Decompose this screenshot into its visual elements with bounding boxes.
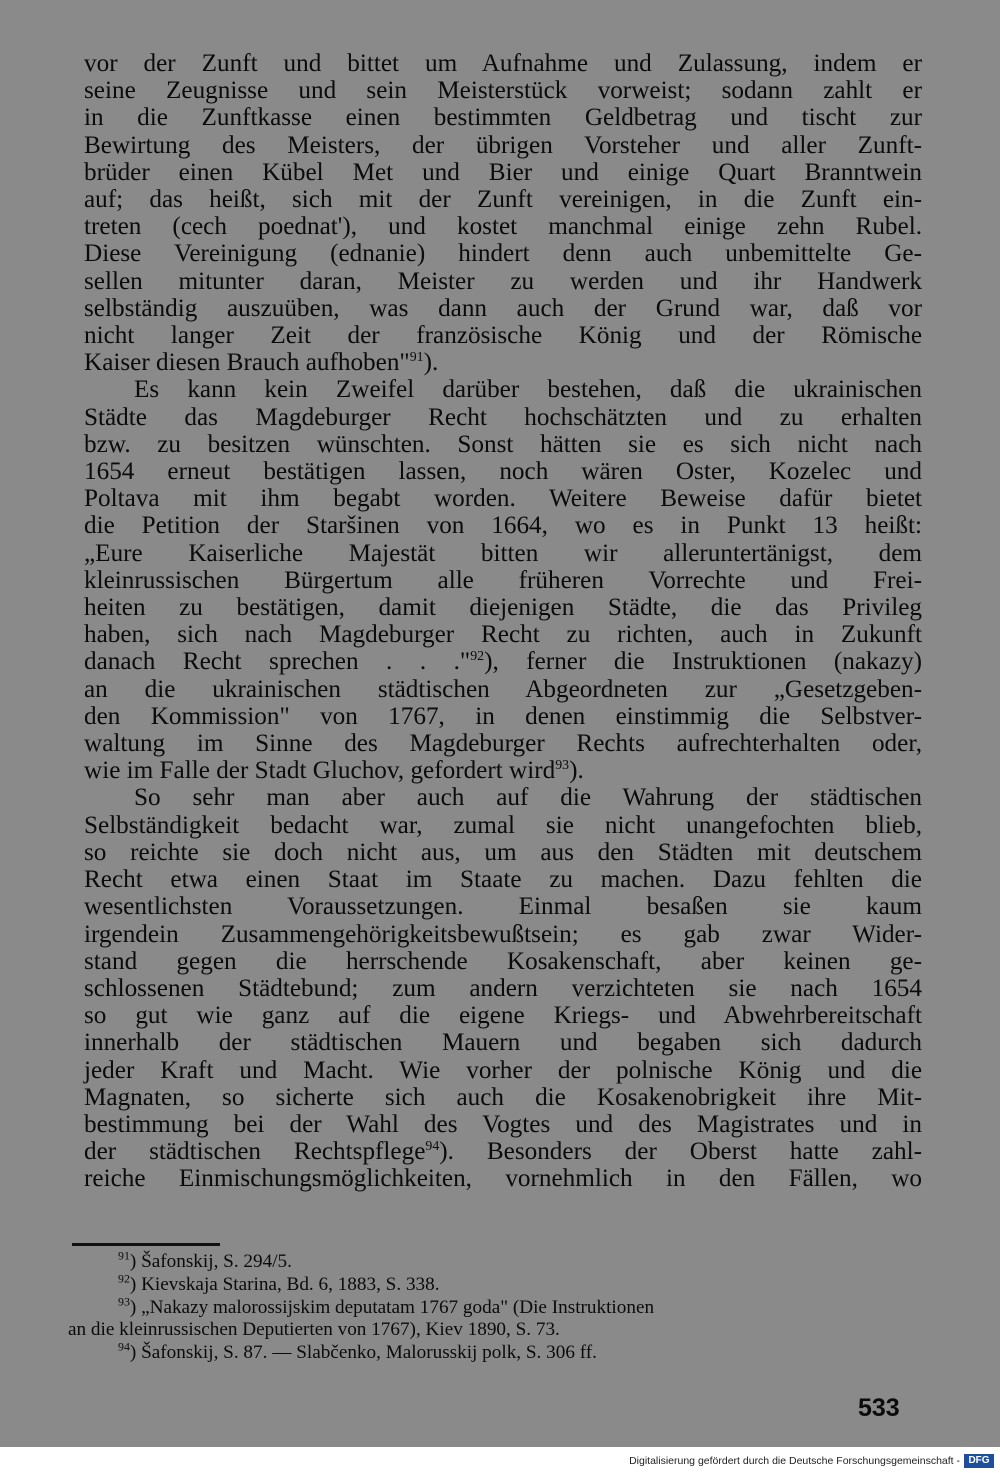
footnote: $^{91}$) Šafonskij, S. 294/5. bbox=[118, 1248, 292, 1272]
text-line: treten (cech poednat'), und kostet manchmal einige zehn Rubel. bbox=[84, 213, 922, 241]
text-line: stand gegen die herrschende Kosakenschaft, aber keinen ge- bbox=[84, 947, 922, 975]
text-line: irgendein Zusammengehörigkeitsbewußtsein; es gab zwar Wider- bbox=[84, 920, 922, 948]
text-line: Diese Vereinigung (ednanie) hindert denn auch unbemittelte Ge- bbox=[84, 240, 922, 268]
footnote: $^{92}$) Kievskaja Starina, Bd. 6, 1883, S. 338. bbox=[118, 1271, 440, 1295]
text-line: brüder einen Kübel Met und Bier und einige Quart Branntwein bbox=[84, 158, 922, 186]
text-line: Recht etwa einen Staat im Staate zu machen. Dazu fehlten die bbox=[84, 866, 922, 894]
text-line: so gut wie ganz auf die eigene Kriegs- und Abwehrbereitschaft bbox=[84, 1002, 922, 1030]
footer-credit: Digitalisierung gefördert durch die Deutsche Forschungsgemeinschaft - bbox=[629, 1455, 960, 1467]
text-line: heiten zu bestätigen, damit diejenigen Städte, die das Privileg bbox=[84, 594, 922, 622]
text-line: Selbständigkeit bedacht war, zumal sie nicht unangefochten blieb, bbox=[84, 811, 922, 839]
text-line: So sehr man aber auch auf die Wahrung der städtischen bbox=[134, 784, 922, 812]
text-line: „Eure Kaiserliche Majestät bitten wir alleruntertänigst, dem bbox=[84, 539, 922, 567]
text-line: Poltava mit ihm begabt worden. Weitere Beweise dafür bietet bbox=[84, 485, 922, 513]
text-line: vor der Zunft und bittet um Aufnahme und Zulassung, indem er bbox=[84, 50, 922, 77]
text-line: bestimmung bei der Wahl des Vogtes und des Magistrates und in bbox=[84, 1110, 922, 1138]
text-line: haben, sich nach Magdeburger Recht zu richten, auch in Zukunft bbox=[84, 621, 922, 649]
text-line: auf; das heißt, sich mit der Zunft vereinigen, in die Zunft ein- bbox=[84, 186, 922, 214]
text-line: nicht langer Zeit der französische König und der Römische bbox=[84, 322, 922, 350]
text-line: wie im Falle der Stadt Gluchov, gefordert wird$^{93}$). bbox=[84, 757, 584, 785]
text-line: Kaiser diesen Brauch aufhoben"$^{91}$). bbox=[84, 349, 439, 377]
footnotes bbox=[68, 1248, 928, 1365]
text-line: danach Recht sprechen . . ."$^{92}$), ferner die Instruktionen (nakazy) bbox=[84, 648, 922, 676]
footnote: $^{93}$) „Nakazy malorossijskim deputatam 1767 goda" (Die Instruktionen bbox=[118, 1293, 655, 1318]
text-line: Bewirtung des Meisters, der übrigen Vorsteher und aller Zunft- bbox=[84, 131, 922, 159]
text-line: waltung im Sinne des Magdeburger Rechts aufrechterhalten oder, bbox=[84, 730, 922, 758]
dfg-logo: DFG bbox=[964, 1454, 994, 1468]
page-number: 533 bbox=[858, 1394, 900, 1422]
text-line: seine Zeugnisse und sein Meisterstück vorweist; sodann zahlt er bbox=[84, 77, 922, 105]
text-line: 1654 erneut bestätigen lassen, noch wären Oster, Kozelec und bbox=[84, 458, 922, 486]
text-line: sellen mitunter daran, Meister zu werden und ihr Handwerk bbox=[84, 267, 922, 295]
text-line: so reichte sie doch nicht aus, um aus den Städten mit deutschem bbox=[84, 838, 922, 866]
text-line: Städte das Magdeburger Recht hochschätzten und zu erhalten bbox=[84, 403, 922, 431]
text-line: kleinrussischen Bürgertum alle früheren Vorrechte und Frei- bbox=[84, 566, 922, 594]
text-line: Es kann kein Zweifel darüber bestehen, daß die ukrainischen bbox=[134, 376, 922, 404]
footnote-ref: 94 bbox=[425, 1138, 440, 1154]
footnote-ref: 93 bbox=[555, 757, 570, 773]
text-line: innerhalb der städtischen Mauern und begaben sich dadurch bbox=[84, 1029, 922, 1057]
footnote-divider bbox=[72, 1243, 220, 1246]
text-line: in die Zunftkasse einen bestimmten Geldbetrag und tischt zur bbox=[84, 104, 922, 132]
text-line: bzw. zu besitzen wünschten. Sonst hätten sie es sich nicht nach bbox=[84, 430, 922, 458]
footnote-continuation: an die kleinrussischen Deputierten von 1767), Kiev 1890, S. 73. bbox=[68, 1319, 560, 1341]
footnote-ref: 92 bbox=[470, 648, 485, 664]
text-line: schlossenen Städtebund; zum andern verzichteten sie nach 1654 bbox=[84, 974, 922, 1002]
text-line: die Petition der Staršinen von 1664, wo es in Punkt 13 heißt: bbox=[84, 512, 922, 540]
text-line: den Kommission" von 1767, in denen einstimmig die Selbstver- bbox=[84, 702, 922, 730]
footnote: $^{94}$) Šafonskij, S. 87. — Slabčenko, Malorusskij polk, S. 306 ff. bbox=[118, 1339, 597, 1364]
footnote-ref: 91 bbox=[409, 349, 424, 365]
text-line: wesentlichsten Voraussetzungen. Einmal besaßen sie kaum bbox=[84, 893, 922, 921]
text-line: selbständig auszuüben, was dann auch der Grund war, daß vor bbox=[84, 294, 922, 322]
text-line: jeder Kraft und Macht. Wie vorher der polnische König und die bbox=[84, 1056, 922, 1084]
text-line: der städtischen Rechtspflege$^{94}$). Besonders der Oberst hatte zahl- bbox=[84, 1138, 923, 1166]
text-line: Magnaten, so sicherte sich auch die Kosakenobrigkeit ihre Mit- bbox=[84, 1083, 922, 1111]
text-line: an die ukrainischen städtischen Abgeordneten zur „Gesetzgeben- bbox=[84, 675, 922, 703]
text-line: reiche Einmischungsmöglichkeiten, vornehmlich in den Fällen, wo bbox=[84, 1165, 922, 1193]
body-text bbox=[84, 50, 922, 1193]
